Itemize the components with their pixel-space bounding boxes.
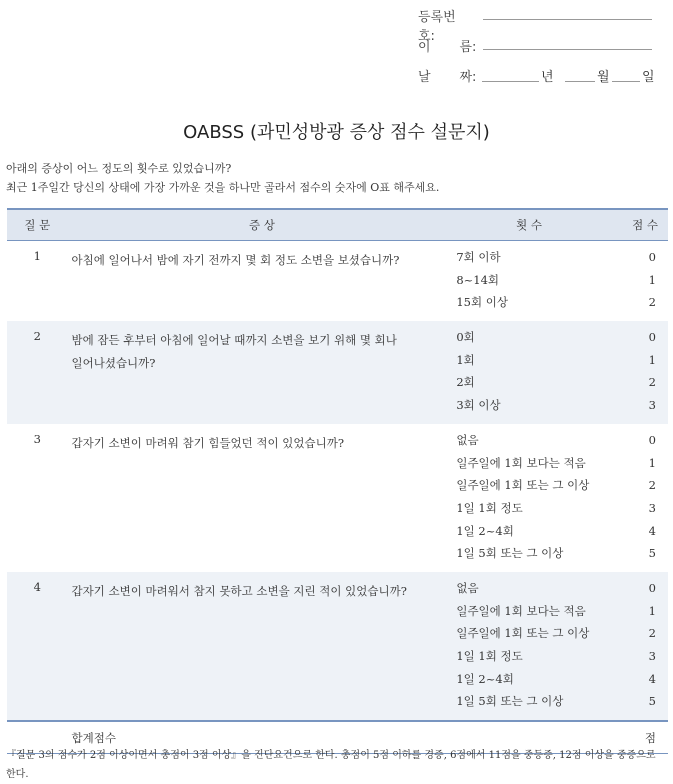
score-value[interactable]: 5 [648, 546, 656, 561]
option-label: 3회 이상 [456, 398, 501, 413]
score-value[interactable]: 2 [648, 478, 656, 493]
question-number: 2 [7, 321, 68, 424]
score-value[interactable]: 5 [648, 694, 656, 709]
score-value[interactable]: 2 [648, 375, 656, 390]
score-value[interactable]: 0 [648, 330, 656, 345]
table-header-row [7, 209, 668, 241]
option-label: 없음 [456, 432, 479, 447]
intro-line-1: 아래의 증상이 어느 정도의 횟수로 있었습니까? [6, 162, 232, 175]
name-label: 이 름: [418, 40, 477, 55]
name-field[interactable] [483, 49, 652, 50]
option-label: 1일 1회 정도 [456, 649, 523, 663]
footnote: 『질문 3의 점수가 2점 이상이면서 총점이 3점 이상』을 진단요건으로 한다. 총점이 5점 이하를 경증, 6점에서 11점을 중등증, 12점 이상을 중증으로 한다. [6, 750, 656, 780]
option-label: 7회 이하 [456, 250, 501, 264]
option-list [456, 572, 601, 721]
score-list [602, 572, 668, 721]
option-label: 일주일에 1회 또는 그 이상 [456, 478, 590, 493]
option-label: 1일 2~4회 [456, 671, 514, 686]
score-value[interactable]: 1 [648, 603, 656, 618]
day-unit: 일 [642, 70, 655, 85]
option-label: 1회 [456, 352, 475, 367]
questionnaire-table [7, 208, 668, 754]
question-number: 4 [7, 572, 68, 721]
score-value[interactable]: 0 [648, 580, 656, 595]
option-list [456, 424, 601, 572]
question-text: 갑자기 소변이 마려워서 참지 못하고 소변을 지린 적이 있었습니까? [68, 572, 457, 721]
day-field[interactable] [612, 81, 640, 82]
month-field[interactable] [565, 81, 595, 82]
score-value[interactable]: 3 [648, 398, 656, 413]
question-row [7, 241, 668, 322]
header-symptom: 증 상 [68, 209, 457, 241]
option-label: 0회 [456, 330, 475, 345]
score-value[interactable]: 1 [648, 272, 656, 287]
header-question: 질 문 [7, 209, 68, 241]
questionnaire-body [7, 241, 668, 722]
question-number: 3 [33, 431, 41, 446]
question-text: 아침에 일어나서 밤에 자기 전까지 몇 회 정도 소변을 보셨습니까? [71, 253, 400, 267]
year-unit: 년 [541, 70, 554, 85]
option-label: 1일 5회 또는 그 이상 [456, 694, 564, 709]
option-label: 2회 [456, 375, 475, 390]
score-list [602, 321, 668, 424]
total-label: 합계점수 [68, 721, 457, 754]
month-unit: 월 [597, 70, 610, 85]
total-unit: 점 [602, 721, 668, 754]
score-value[interactable]: 2 [648, 626, 656, 641]
option-label: 15회 이상 [456, 295, 508, 310]
score-value[interactable]: 1 [648, 455, 656, 470]
option-label: 1일 5회 또는 그 이상 [456, 546, 564, 561]
option-label: 1일 2~4회 [456, 523, 514, 538]
score-value[interactable]: 0 [648, 250, 656, 264]
option-list [456, 241, 601, 322]
score-value[interactable]: 1 [648, 352, 656, 367]
year-field[interactable] [482, 81, 539, 82]
score-list [602, 241, 668, 322]
question-text: 밤에 잠든 후부터 아침에 일어날 때까지 소변을 보기 위해 몇 회나 일어나셨습니까? [68, 321, 457, 424]
option-label: 일주일에 1회 보다는 적음 [456, 455, 586, 470]
date-label: 날 짜: [418, 70, 477, 85]
option-list [456, 321, 601, 424]
score-value[interactable]: 3 [648, 500, 656, 515]
option-label: 8~14회 [456, 272, 500, 287]
score-value[interactable]: 3 [648, 649, 656, 663]
question-row [7, 424, 668, 572]
registration-number-label: 등록번호: [418, 10, 456, 44]
option-label: 일주일에 1회 보다는 적음 [456, 603, 586, 618]
header-score: 점 수 [602, 209, 668, 241]
score-value[interactable]: 0 [648, 432, 656, 447]
question-number: 1 [33, 249, 41, 263]
question-row [7, 321, 668, 424]
score-value[interactable]: 4 [648, 523, 656, 538]
score-list [602, 424, 668, 572]
option-label: 1일 1회 정도 [456, 500, 523, 515]
score-value[interactable]: 2 [648, 295, 656, 310]
header-frequency: 횟 수 [456, 209, 601, 241]
option-label: 없음 [456, 580, 479, 595]
score-value[interactable]: 4 [648, 671, 656, 686]
page-title: OABSS (과민성방광 증상 점수 설문지) [183, 122, 490, 143]
intro-line-2: 최근 1주일간 당신의 상태에 가장 가까운 것을 하나만 골라서 점수의 숫자에 O표 해주세요. [6, 181, 440, 194]
question-row [7, 572, 668, 721]
registration-number-field[interactable] [483, 19, 652, 20]
question-text: 갑자기 소변이 마려워 참기 힘들었던 적이 있었습니까? [71, 435, 345, 450]
option-label: 일주일에 1회 또는 그 이상 [456, 626, 590, 641]
